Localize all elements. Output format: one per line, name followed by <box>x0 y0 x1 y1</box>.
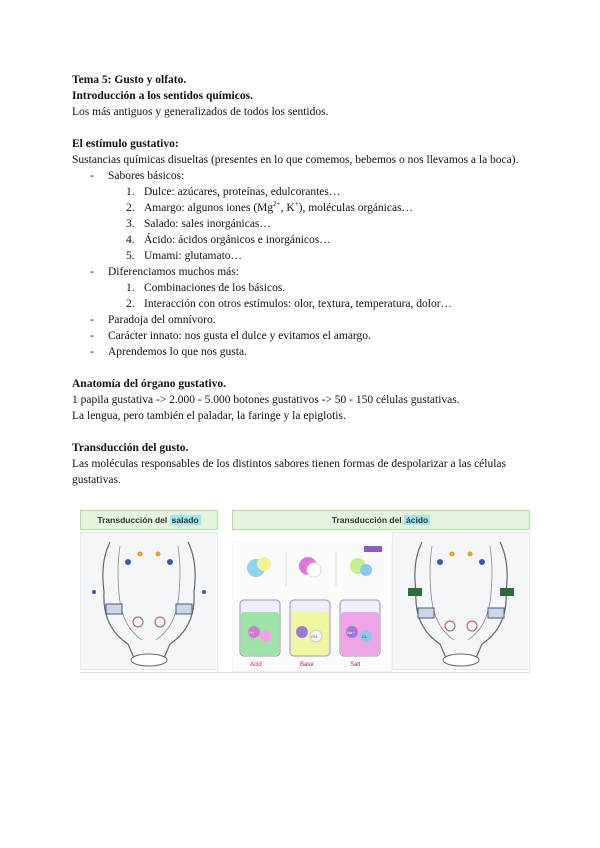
list-number: 5. <box>126 250 135 262</box>
list-item-text: Amargo: algunos iones (Mg <box>144 202 274 214</box>
estimulo-text: Sustancias químicas disueltas (presentes en lo que comemos, bebemos o nos llevamos a la boca). <box>72 154 519 166</box>
list-number: 2. <box>126 202 135 214</box>
list-item <box>72 328 532 344</box>
list-item-text: Ácido: ácidos orgánicos e inorgánicos… <box>144 234 331 246</box>
list-number: 3. <box>126 218 135 230</box>
sour-panel-title <box>232 510 530 530</box>
superscript: 2+ <box>273 200 281 209</box>
list-item-text: Paradoja del omnívoro. <box>108 314 216 326</box>
beaker-label-salt: Salt <box>350 662 361 668</box>
list-item-text: Salado: sales inorgánicas… <box>144 218 271 230</box>
list-item-text: Dulce: azúcares, proteínas, edulcorantes… <box>144 186 341 198</box>
salty-cell-diagram <box>80 532 218 670</box>
ion-label: Na+ <box>347 630 355 635</box>
list-item-text: , K <box>280 202 295 214</box>
ion-label: OH- <box>311 634 319 639</box>
list-item-text: Interacción con otros estímulos: olor, textura, temperatura, dolor… <box>144 298 453 310</box>
salty-panel-title <box>80 510 218 530</box>
sour-cell-diagram <box>392 532 530 670</box>
acid-base-salt-illustration <box>232 542 392 672</box>
list-item <box>72 264 532 280</box>
list-item <box>72 344 532 360</box>
salty-panel <box>80 506 218 674</box>
list-item <box>72 312 532 328</box>
list-item-text: Carácter innato: nos gusta el dulce y evitamos el amargo. <box>108 330 371 342</box>
anatomia-line2: La lengua, pero también el paladar, la faringe y la epiglotis. <box>72 410 346 422</box>
list-number: 1. <box>126 186 135 198</box>
superscript: + <box>294 200 299 209</box>
transduccion-text: Las moléculas responsables de los distintos sabores tienen formas de despolarizar a las células gustativas. <box>72 458 506 486</box>
list-item-text: Combinaciones de los básicos. <box>144 282 286 294</box>
list-item <box>72 200 532 216</box>
list-number: 2. <box>126 298 135 310</box>
estimulo-list-3 <box>72 312 532 360</box>
list-item-text: Sabores básicos: <box>108 170 185 182</box>
beaker-label-base: Base <box>300 662 314 668</box>
intro-heading: Introducción a los sentidos químicos. <box>72 90 253 102</box>
panel-title-text: Transducción del <box>331 515 405 525</box>
list-item <box>72 168 532 184</box>
list-item <box>72 296 532 312</box>
transduccion-heading: Transducción del gusto. <box>72 442 189 454</box>
estimulo-list-2 <box>72 264 532 280</box>
diferencias-list <box>72 280 532 312</box>
panel-title-text: Transducción del <box>97 515 170 525</box>
list-item-text: Aprendemos lo que nos gusta. <box>108 346 247 358</box>
list-item <box>72 184 532 200</box>
anatomia-line1: 1 papila gustativa -> 2.000 - 5.000 botones gustativos -> 50 - 150 células gustativas. <box>72 394 460 406</box>
list-item-text: Diferenciamos muchos más: <box>108 266 239 278</box>
list-number: 1. <box>126 282 135 294</box>
list-item <box>72 216 532 232</box>
estimulo-list <box>72 168 532 184</box>
ion-label: Cl- <box>362 634 368 639</box>
list-item-text: ), moléculas orgánicas… <box>298 202 414 214</box>
panel-title-highlight: salado <box>171 515 199 525</box>
list-item-text: Umami: glutamato… <box>144 250 243 262</box>
figure-divider <box>80 672 530 673</box>
list-number: 4. <box>126 234 135 246</box>
list-item <box>72 248 532 264</box>
anatomia-heading: Anatomía del órgano gustativo. <box>72 378 226 390</box>
intro-text: Los más antiguos y generalizados de todos los sentidos. <box>72 106 329 118</box>
document-page <box>72 72 532 488</box>
ion-label: H+ <box>249 630 255 635</box>
list-item <box>72 232 532 248</box>
list-item <box>72 280 532 296</box>
sabores-list <box>72 184 532 264</box>
panel-title-highlight: ácido <box>406 515 429 525</box>
beaker-label-acid: Acid <box>250 662 262 668</box>
taste-transduction-figure <box>72 506 532 674</box>
estimulo-heading: El estímulo gustativo: <box>72 138 179 150</box>
document-title: Tema 5: Gusto y olfato. <box>72 74 187 86</box>
sour-panel <box>232 506 530 674</box>
